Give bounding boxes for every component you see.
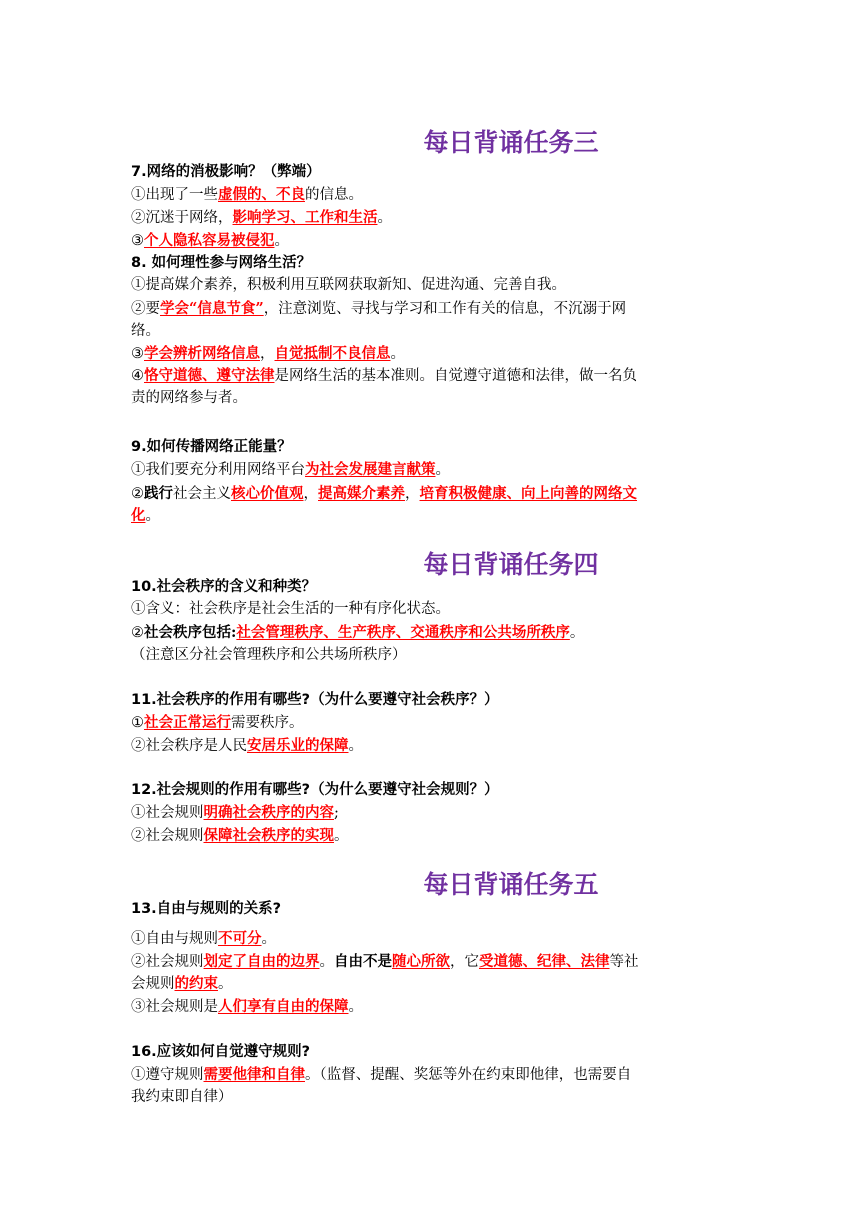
text: ①我们要充分利用网络平台 [131,462,305,478]
text: 会规则 [131,976,175,992]
key-point: 受道德、纪律、法律 [479,953,610,970]
key-point: 为社会发展建言献策 [305,461,436,478]
key-point: 学会“信息节食” [160,300,264,317]
section-title: 每日背诵任务三 [423,128,599,157]
answer-line [131,229,731,253]
text: 。 [261,931,276,947]
text: 需要秩序。 [231,715,304,731]
text: 。 [334,828,349,844]
key-point: 人们享有自由的保障 [218,998,349,1015]
text: 。 [218,976,233,992]
text: ① [131,715,144,731]
text: 。 [377,210,392,226]
text: ①社会规则 [131,805,204,821]
answer-line [131,824,731,848]
key-point: 社会管理秩序、生产秩序、交通秩序和公共场所秩序 [236,624,570,641]
text: ; [334,805,339,821]
question-heading: 10.社会秩序的含义和种类？ [131,579,317,595]
answer-line [131,342,731,366]
text: 自由不是 [334,953,392,970]
key-point: 不可分 [218,930,262,947]
answer-line [131,1063,731,1087]
key-point: 影响学习、工作和生活 [232,209,378,226]
answer-line [131,734,731,758]
answer-line: ①含义：社会秩序是社会生活的一种有序化状态。 [131,601,450,617]
text: 。 [348,999,363,1015]
text: 社会主义 [173,486,231,502]
answer-line [131,482,731,506]
key-point: 安居乐业的保障 [247,737,349,754]
text: ，注意浏览、寻找与学习和工作有关的信息，不沉溺于网 [263,301,627,317]
section-title: 每日背诵任务五 [423,870,599,899]
text: ② [131,486,144,502]
answer-line: 责的网络参与者。 [131,390,247,406]
key-point: 社会正常运行 [144,714,231,731]
key-point: 明确社会秩序的内容 [203,804,334,821]
key-point: 随心所欲 [392,953,450,970]
answer-line [131,364,731,388]
text: ②要 [131,301,160,317]
text: 社会秩序包括: [144,624,237,641]
text: 。 [569,625,585,641]
key-point: 学会辨析网络信息 [144,345,260,362]
answer-line [131,297,731,321]
answer-line [131,950,731,974]
question-heading: 12.社会规则的作用有哪些?（为什么要遵守社会规则？） [131,782,499,798]
text: ， [260,346,275,362]
text: ② [131,625,144,641]
answer-line: ①提高媒介素养，积极利用互联网获取新知、促进沟通、完善自我。 [131,277,566,293]
text: ④ [131,368,144,384]
answer-line [131,801,731,825]
answer-line [131,183,731,207]
question-heading: 11.社会秩序的作用有哪些?（为什么要遵守社会秩序？） [131,692,499,708]
question-heading: 13.自由与规则的关系? [131,901,282,917]
key-point: 化 [131,507,146,524]
text: ③社会规则是 [131,999,218,1015]
key-point: 提高媒介素养 [318,485,405,502]
text: ， [303,486,318,502]
key-point: 划定了自由的边界 [203,953,320,970]
answer-line [131,504,731,528]
answer-line [131,458,731,482]
text: 的信息。 [305,187,363,203]
key-point: 恪守道德、遵守法律 [144,367,275,384]
answer-line: 络。 [131,323,160,339]
text: ②沉迷于网络， [131,210,233,226]
question-heading: 9.如何传播网络正能量？ [131,439,292,455]
answer-line [131,621,731,645]
text: 。 [145,508,160,524]
text: ， [405,486,420,502]
key-point: 个人隐私容易被侵犯 [144,232,275,249]
key-point: 核心价值观 [231,485,304,502]
answer-line: （注意区分社会管理秩序和公共场所秩序） [131,647,407,663]
text: 。 [390,346,405,362]
key-point: 虚假的、不良 [218,186,305,203]
text: ，它 [450,954,479,970]
section-title: 每日背诵任务四 [423,550,599,579]
text: 是网络生活的基本准则。自觉遵守道德和法律，做一名负 [274,368,637,384]
text: 践行 [144,485,173,502]
key-point: 的约束 [174,975,218,992]
text: 。 [435,462,450,478]
key-point: 培育积极健康、向上向善的网络文 [419,485,637,502]
text: 等社 [609,954,639,970]
text: 。 [348,738,363,754]
question-heading: 7.网络的消极影响？（弊端） [131,164,321,180]
text: 。 [319,954,334,970]
answer-line [131,972,731,996]
key-point: 自觉抵制不良信息 [274,345,391,362]
text: ①出现了一些 [131,187,218,203]
text: ③ [131,233,144,249]
text: 。 [274,233,289,249]
text: ②社会秩序是人民 [131,738,247,754]
key-point: 需要他律和自律 [203,1066,305,1083]
answer-line [131,206,731,230]
key-point: 保障社会秩序的实现 [203,827,334,844]
answer-line [131,995,731,1019]
answer-line [131,711,731,735]
answer-line [131,927,731,951]
text: ③ [131,346,144,362]
text: ②社会规则 [131,954,204,970]
text: ①遵守规则 [131,1067,204,1083]
question-heading: 8. 如何理性参与网络生活？ [131,255,312,271]
question-heading: 16.应该如何自觉遵守规则? [131,1044,311,1060]
text: 。（监督、提醒、奖惩等外在约束即他律，也需要自 [305,1067,632,1083]
text: ①自由与规则 [131,931,218,947]
text: ②社会规则 [131,828,204,844]
answer-line: 我约束即自律） [131,1089,233,1105]
